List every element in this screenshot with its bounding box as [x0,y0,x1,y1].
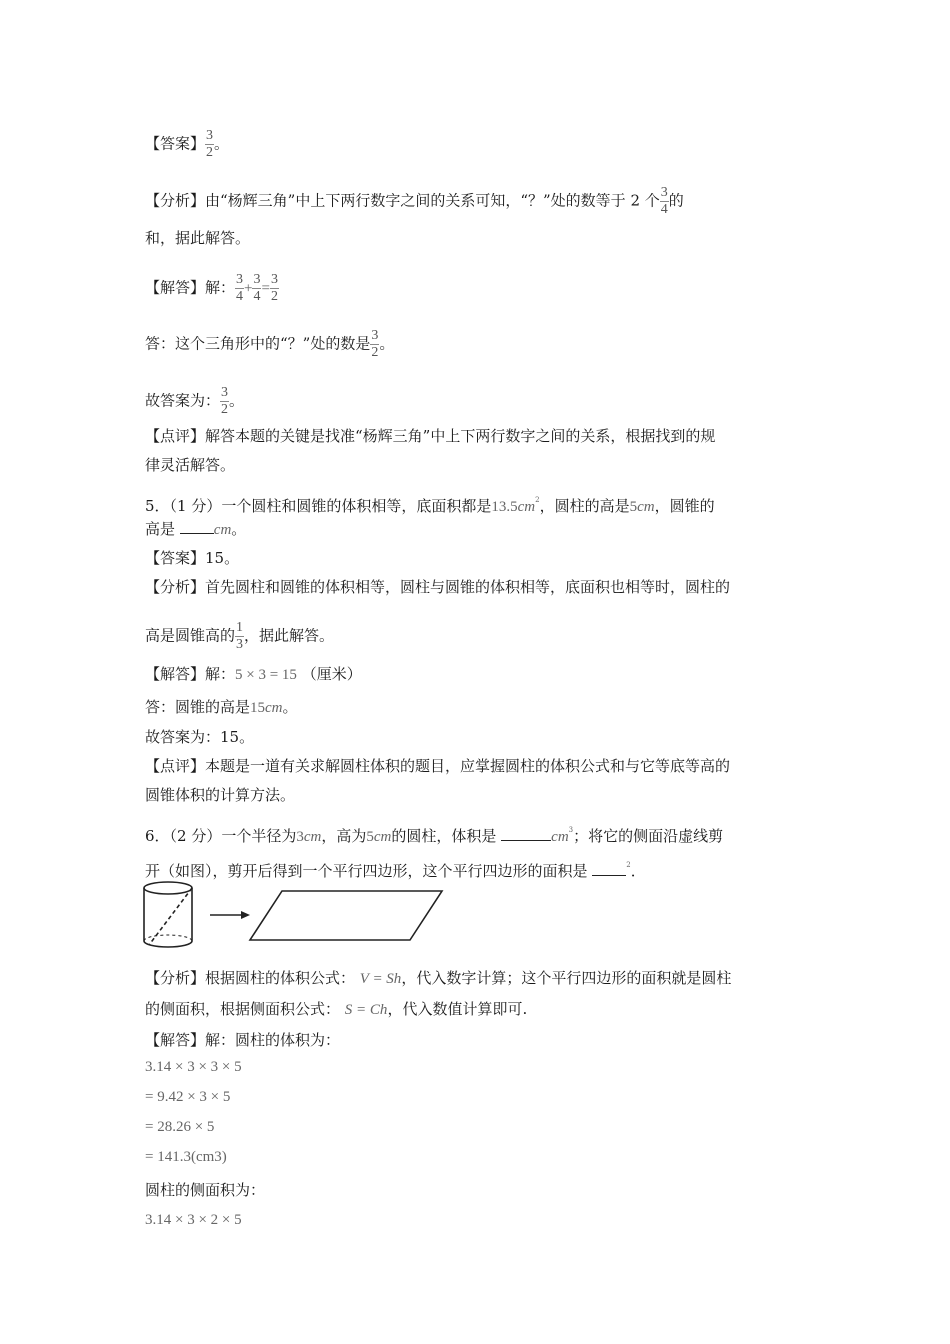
q4-comment-line2: 律灵活解答。 [145,456,236,474]
q4-solution: 【解答】解： $\frac{3}{4}$ + $\frac{3}{4}$ = $\frac{3}{2}$ [145,272,278,304]
q6-step: 3.14 × 3 × 3 × 5 [145,1059,242,1075]
answer-blank[interactable] [180,519,214,534]
q4-answer: 【答案】 $\frac{3}{2}$ 。 [145,128,230,160]
q6-stem-line1: 6．（2 分）一个半径为3cm，高为5cm的圆柱，体积是 $cm^3$；将它的侧面沿虚线剪 [145,826,724,845]
q4-analysis-line2: 和，据此解答。 [145,229,251,247]
cylinder-cut-figure [140,878,450,950]
q4-hence: 故答案为： $\frac{3}{2}$ 。 [145,385,245,417]
q6-analysis-line2: 的侧面积，根据侧面积公式： S = Ch，代入数值计算即可. [145,1000,528,1018]
fraction-three-halves: $\frac{3}{2}$ [206,128,214,160]
fraction-three-halves: $\frac{3}{2}$ [270,272,278,304]
q4-analysis-line1: 【分析】由“杨辉三角”中上下两行数字之间的关系可知，“？”处的数等于 2 个 $\frac{3}{4}$ 的 [145,185,684,217]
q5-comment-line2: 圆锥体积的计算方法。 [145,786,296,804]
q4-comment-line1: 【点评】解答本题的关键是找准“杨辉三角”中上下两行数字之间的关系，根据找到的规 [145,427,716,445]
parallelogram-shape [250,891,442,940]
q5-comment-line1: 【点评】本题是一道有关求解圆柱体积的题目，应掌握圆柱的体积公式和与它等底等高的 [145,757,731,775]
q5-reply: 答：圆锥的高是15cm。 [145,698,298,716]
area-blank[interactable] [592,861,626,876]
arrow-right-icon [210,911,250,919]
q5-analysis-line2: 高是圆锥高的 $\frac{1}{3}$ ，据此解答。 [145,620,335,652]
q6-lateral-label: 圆柱的侧面积为： [145,1181,266,1199]
q6-lateral-calc: 3.14 × 3 × 2 × 5 [145,1212,242,1228]
fraction-three-quarters: $\frac{3}{4}$ [236,272,244,304]
fraction-one-third: $\frac{1}{3}$ [236,620,244,652]
q5-solution: 【解答】解：5 × 3 = 15 （厘米） [145,665,362,683]
volume-blank[interactable] [501,826,551,841]
q6-step: = 9.42 × 3 × 5 [145,1089,231,1105]
q5-stem-line1: 5．（1 分）一个圆柱和圆锥的体积相等，底面积都是$13.5cm^2$，圆柱的高是5cm，圆锥的 [145,496,715,515]
q4-reply: 答：这个三角形中的“？”处的数是 $\frac{3}{2}$ 。 [145,328,395,360]
fraction-three-halves: $\frac{3}{2}$ [371,328,379,360]
fraction-three-quarters: $\frac{3}{4}$ [660,185,668,217]
q6-step: = 28.26 × 5 [145,1119,215,1135]
q6-step: = 141.3(cm3) [145,1149,227,1165]
q6-solution: 【解答】解：圆柱的体积为： [145,1031,341,1049]
q5-stem-line2: 高是 cm。 [145,520,247,538]
q5-analysis-line1: 【分析】首先圆柱和圆锥的体积相等，圆柱与圆锥的体积相等，底面积也相等时，圆柱的 [145,578,731,596]
fraction-three-halves: $\frac{3}{2}$ [221,385,229,417]
q6-stem-line2: 开（如图），剪开后得到一个平行四边形，这个平行四边形的面积是 $^2$． [145,861,646,880]
q6-analysis-line1: 【分析】根据圆柱的体积公式： V = Sh，代入数字计算；这个平行四边形的面积就是圆柱 [145,969,732,987]
q5-hence: 故答案为：15。 [145,728,255,746]
cylinder-icon [144,882,192,947]
q5-answer: 【答案】15。 [145,549,240,567]
fraction-three-quarters: $\frac{3}{4}$ [253,272,261,304]
